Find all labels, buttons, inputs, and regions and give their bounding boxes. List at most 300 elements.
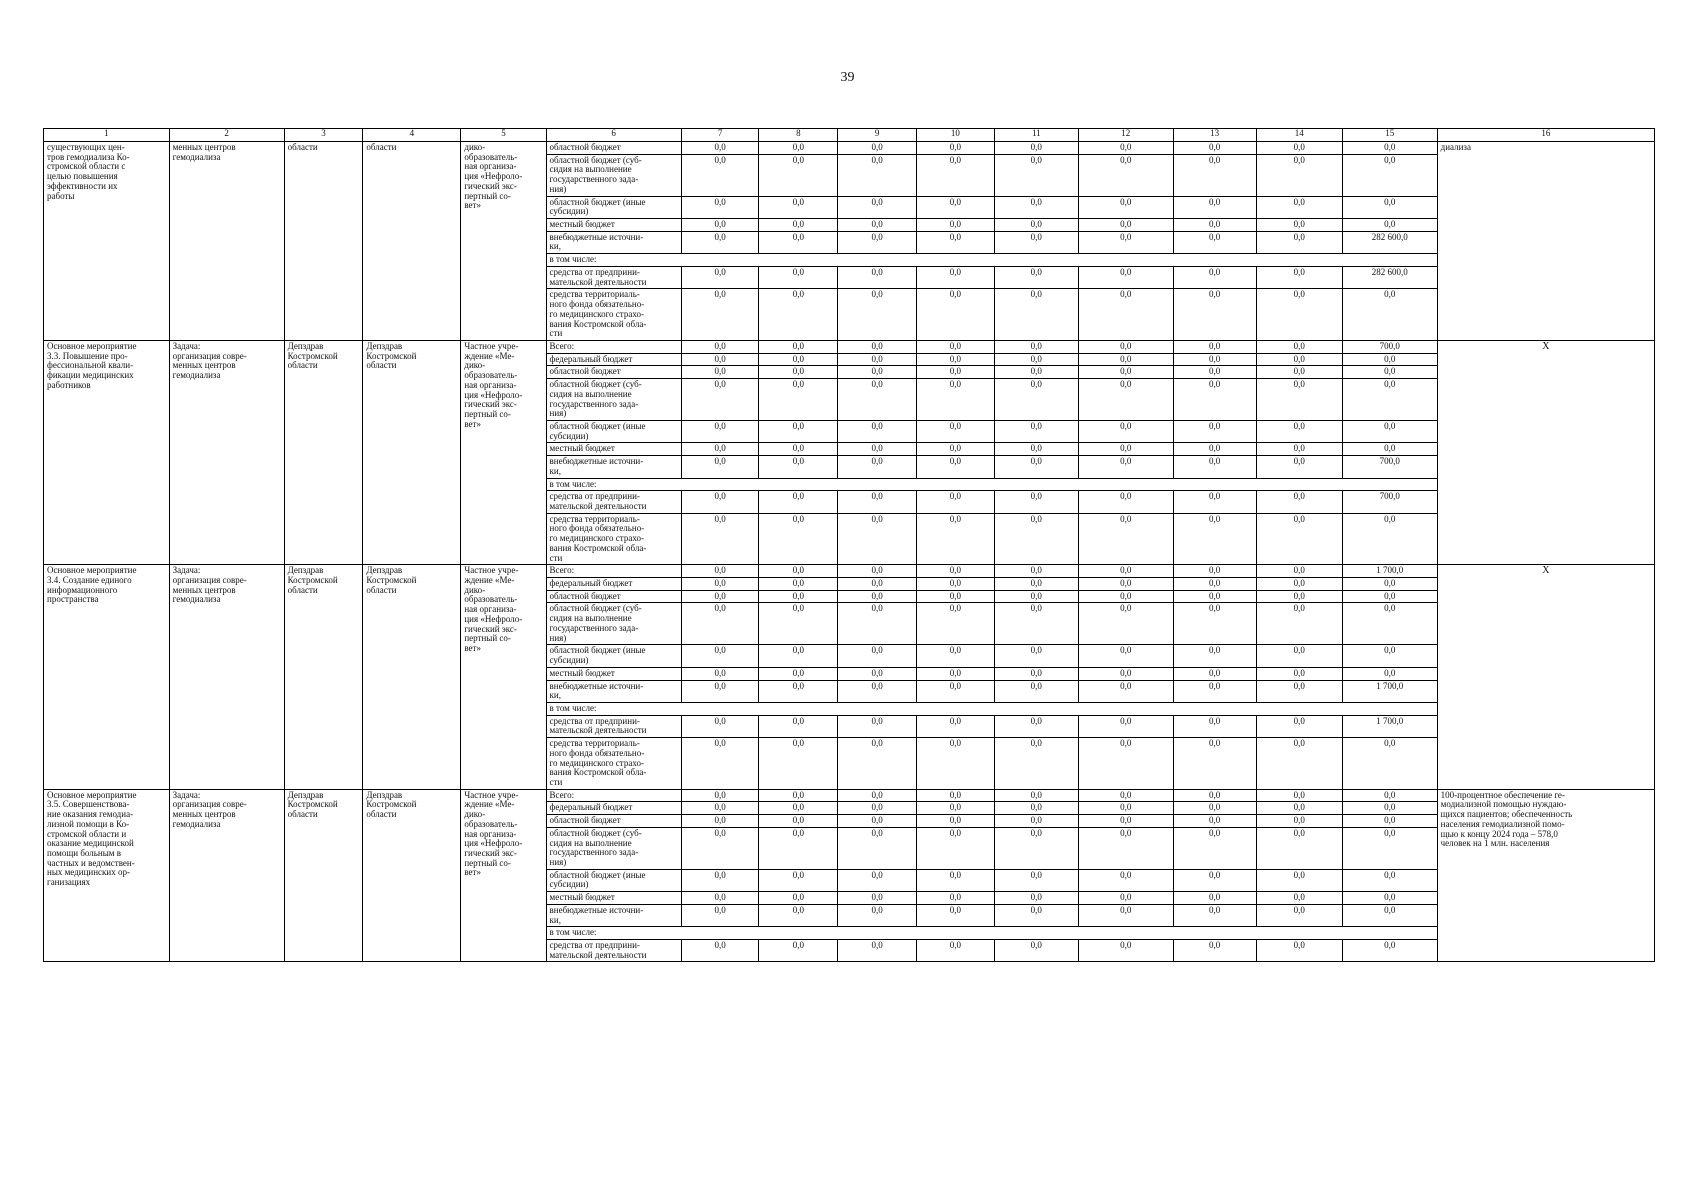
amount-cell: 0,0: [917, 738, 995, 790]
amount-cell: 0,0: [681, 904, 759, 926]
funding-source: средства территориаль- ного фонда обязательно- го медицинского страхо- вания Костромской обла- сти: [546, 738, 681, 790]
column-header: 2: [169, 129, 284, 142]
amount-cell: 0,0: [759, 565, 838, 578]
amount-cell: 0,0: [1173, 827, 1256, 869]
amount-cell: 0,0: [917, 340, 995, 353]
amount-cell: 0,0: [759, 738, 838, 790]
amount-cell: 0,0: [1256, 379, 1342, 421]
amount-cell: 700,0: [1342, 340, 1437, 353]
amount-cell: 282 600,0: [1342, 231, 1437, 253]
amount-cell: 0,0: [759, 827, 838, 869]
amount-cell: 0,0: [917, 715, 995, 737]
section-col4: Депздрав Костромской области: [363, 565, 461, 789]
amount-cell: 0,0: [838, 603, 917, 645]
section-col3: Депздрав Костромской области: [284, 789, 363, 962]
amount-cell: 0,0: [1173, 219, 1256, 232]
amount-cell: 0,0: [917, 231, 995, 253]
column-header: 3: [284, 129, 363, 142]
amount-cell: 0,0: [994, 715, 1078, 737]
amount-cell: 0,0: [1256, 578, 1342, 591]
amount-cell: 0,0: [838, 353, 917, 366]
amount-cell: 0,0: [1342, 892, 1437, 905]
amount-cell: 0,0: [759, 667, 838, 680]
amount-cell: 0,0: [1078, 578, 1173, 591]
amount-cell: 0,0: [917, 892, 995, 905]
column-header: 16: [1437, 129, 1654, 142]
amount-cell: 0,0: [1256, 789, 1342, 802]
amount-cell: 0,0: [838, 456, 917, 478]
amount-cell: 0,0: [1342, 154, 1437, 196]
amount-cell: 0,0: [1342, 802, 1437, 815]
amount-cell: 0,0: [1078, 789, 1173, 802]
amount-cell: 0,0: [1256, 603, 1342, 645]
amount-cell: 0,0: [838, 667, 917, 680]
amount-cell: 0,0: [1078, 443, 1173, 456]
section-col1: Основное мероприятие 3.3. Повышение про- фессиональной квали- фикации медицинских работников: [44, 340, 170, 564]
amount-cell: 0,0: [759, 789, 838, 802]
amount-cell: 0,0: [1173, 667, 1256, 680]
funding-source: внебюджетные источни- ки,: [546, 231, 681, 253]
amount-cell: 0,0: [1078, 892, 1173, 905]
amount-cell: 0,0: [759, 578, 838, 591]
funding-source: в том числе:: [546, 478, 1437, 491]
amount-cell: 0,0: [1078, 738, 1173, 790]
amount-cell: 0,0: [838, 491, 917, 513]
amount-cell: 0,0: [994, 266, 1078, 288]
section-col3: Депздрав Костромской области: [284, 565, 363, 789]
amount-cell: 0,0: [1078, 379, 1173, 421]
funding-source: областной бюджет (суб- сидия на выполнение государственного зада- ния): [546, 154, 681, 196]
amount-cell: 0,0: [1173, 443, 1256, 456]
section-col4: области: [363, 142, 461, 341]
amount-cell: 0,0: [1173, 738, 1256, 790]
amount-cell: 0,0: [759, 366, 838, 379]
amount-cell: 0,0: [917, 869, 995, 891]
funding-source: Всего:: [546, 340, 681, 353]
amount-cell: 0,0: [994, 379, 1078, 421]
amount-cell: 0,0: [1173, 603, 1256, 645]
amount-cell: 0,0: [917, 815, 995, 828]
amount-cell: 0,0: [838, 904, 917, 926]
amount-cell: 0,0: [994, 827, 1078, 869]
amount-cell: 0,0: [759, 340, 838, 353]
amount-cell: 0,0: [759, 154, 838, 196]
funding-source: внебюджетные источни- ки,: [546, 904, 681, 926]
amount-cell: 0,0: [1342, 904, 1437, 926]
amount-cell: 0,0: [681, 231, 759, 253]
amount-cell: 0,0: [994, 142, 1078, 155]
funding-source: областной бюджет (суб- сидия на выполнение государственного зада- ния): [546, 603, 681, 645]
amount-cell: 0,0: [994, 789, 1078, 802]
amount-cell: 1 700,0: [1342, 565, 1437, 578]
amount-cell: 0,0: [681, 340, 759, 353]
amount-cell: 0,0: [1173, 154, 1256, 196]
amount-cell: 0,0: [917, 940, 995, 962]
funding-source: местный бюджет: [546, 219, 681, 232]
amount-cell: 0,0: [1256, 645, 1342, 667]
amount-cell: 0,0: [681, 680, 759, 702]
amount-cell: 0,0: [1078, 420, 1173, 442]
amount-cell: 0,0: [681, 827, 759, 869]
amount-cell: 0,0: [1256, 667, 1342, 680]
amount-cell: 0,0: [917, 513, 995, 565]
amount-cell: 0,0: [1173, 289, 1256, 341]
column-header: 4: [363, 129, 461, 142]
amount-cell: 0,0: [994, 680, 1078, 702]
amount-cell: 0,0: [1078, 715, 1173, 737]
amount-cell: 0,0: [1173, 456, 1256, 478]
amount-cell: 0,0: [1078, 904, 1173, 926]
amount-cell: 0,0: [1256, 815, 1342, 828]
amount-cell: 0,0: [838, 827, 917, 869]
amount-cell: 0,0: [917, 667, 995, 680]
amount-cell: 0,0: [994, 456, 1078, 478]
amount-cell: 0,0: [917, 680, 995, 702]
amount-cell: 0,0: [1173, 231, 1256, 253]
section-result: диализа: [1437, 142, 1654, 341]
amount-cell: 0,0: [1078, 603, 1173, 645]
column-header: 7: [681, 129, 759, 142]
amount-cell: 0,0: [917, 904, 995, 926]
section-col5: дико- образователь- ная организа- ция «Нефроло- гический экс- пертный со- вет»: [461, 142, 546, 341]
section-col3: Депздрав Костромской области: [284, 340, 363, 564]
amount-cell: 0,0: [759, 603, 838, 645]
funding-source: областной бюджет (иные субсидии): [546, 420, 681, 442]
amount-cell: 0,0: [681, 578, 759, 591]
funding-source: внебюджетные источни- ки,: [546, 456, 681, 478]
amount-cell: 0,0: [681, 645, 759, 667]
amount-cell: 0,0: [994, 578, 1078, 591]
amount-cell: 0,0: [681, 667, 759, 680]
amount-cell: 0,0: [681, 892, 759, 905]
amount-cell: 0,0: [759, 456, 838, 478]
amount-cell: 0,0: [1342, 142, 1437, 155]
column-header: 1: [44, 129, 170, 142]
funding-source: средства территориаль- ного фонда обязательно- го медицинского страхо- вания Костромской обла- сти: [546, 289, 681, 341]
amount-cell: 0,0: [838, 231, 917, 253]
funding-source: областной бюджет (иные субсидии): [546, 645, 681, 667]
amount-cell: 0,0: [1256, 590, 1342, 603]
amount-cell: 0,0: [838, 578, 917, 591]
amount-cell: 0,0: [1078, 340, 1173, 353]
funding-source: средства от предприни- мательской деятельности: [546, 940, 681, 962]
amount-cell: 0,0: [1256, 231, 1342, 253]
amount-cell: 0,0: [1173, 266, 1256, 288]
amount-cell: 1 700,0: [1342, 680, 1437, 702]
amount-cell: 0,0: [994, 443, 1078, 456]
amount-cell: 0,0: [917, 456, 995, 478]
amount-cell: 0,0: [994, 815, 1078, 828]
amount-cell: 0,0: [1078, 869, 1173, 891]
amount-cell: 0,0: [1256, 565, 1342, 578]
section-col5: Частное учре- ждение «Ме- дико- образователь- ная организа- ция «Нефроло- гический экс- пертный со- вет»: [461, 565, 546, 789]
amount-cell: 0,0: [1078, 196, 1173, 218]
amount-cell: 0,0: [1256, 366, 1342, 379]
amount-cell: 0,0: [1173, 578, 1256, 591]
amount-cell: 0,0: [759, 892, 838, 905]
amount-cell: 700,0: [1342, 456, 1437, 478]
amount-cell: 0,0: [917, 443, 995, 456]
column-header: 11: [994, 129, 1078, 142]
amount-cell: 0,0: [1173, 904, 1256, 926]
section-result: Х: [1437, 340, 1654, 564]
amount-cell: 0,0: [838, 289, 917, 341]
amount-cell: 0,0: [838, 196, 917, 218]
amount-cell: 0,0: [994, 802, 1078, 815]
amount-cell: 0,0: [1173, 815, 1256, 828]
section-col3: области: [284, 142, 363, 341]
amount-cell: 0,0: [994, 353, 1078, 366]
funding-source: областной бюджет (иные субсидии): [546, 869, 681, 891]
amount-cell: 0,0: [759, 645, 838, 667]
funding-source: областной бюджет: [546, 815, 681, 828]
amount-cell: 0,0: [1256, 827, 1342, 869]
amount-cell: 0,0: [681, 815, 759, 828]
funding-source: областной бюджет: [546, 142, 681, 155]
funding-source: средства от предприни- мательской деятельности: [546, 715, 681, 737]
amount-cell: 0,0: [759, 869, 838, 891]
amount-cell: 0,0: [681, 443, 759, 456]
column-header: 6: [546, 129, 681, 142]
amount-cell: 0,0: [1078, 366, 1173, 379]
amount-cell: 0,0: [994, 892, 1078, 905]
amount-cell: 0,0: [994, 231, 1078, 253]
amount-cell: 0,0: [1342, 289, 1437, 341]
amount-cell: 0,0: [1256, 680, 1342, 702]
amount-cell: 0,0: [1342, 940, 1437, 962]
amount-cell: 0,0: [681, 802, 759, 815]
amount-cell: 0,0: [1173, 513, 1256, 565]
amount-cell: 0,0: [1256, 443, 1342, 456]
amount-cell: 0,0: [759, 196, 838, 218]
column-header: 13: [1173, 129, 1256, 142]
amount-cell: 0,0: [759, 715, 838, 737]
amount-cell: 0,0: [1173, 366, 1256, 379]
amount-cell: 0,0: [1173, 892, 1256, 905]
amount-cell: 0,0: [994, 940, 1078, 962]
funding-source: областной бюджет: [546, 590, 681, 603]
amount-cell: 0,0: [994, 340, 1078, 353]
amount-cell: 0,0: [681, 196, 759, 218]
amount-cell: 0,0: [1342, 443, 1437, 456]
amount-cell: 0,0: [917, 154, 995, 196]
amount-cell: 0,0: [1256, 340, 1342, 353]
amount-cell: 0,0: [1078, 456, 1173, 478]
amount-cell: 0,0: [759, 443, 838, 456]
amount-cell: 0,0: [917, 603, 995, 645]
amount-cell: 0,0: [1078, 491, 1173, 513]
column-header: 5: [461, 129, 546, 142]
amount-cell: 0,0: [917, 142, 995, 155]
table-row: [44, 565, 1655, 578]
amount-cell: 0,0: [1256, 738, 1342, 790]
column-header: 12: [1078, 129, 1173, 142]
funding-source: средства от предприни- мательской деятельности: [546, 491, 681, 513]
amount-cell: 0,0: [994, 289, 1078, 341]
amount-cell: 0,0: [1256, 142, 1342, 155]
amount-cell: 0,0: [1173, 142, 1256, 155]
amount-cell: 0,0: [1342, 827, 1437, 869]
funding-source: внебюджетные источни- ки,: [546, 680, 681, 702]
amount-cell: 0,0: [1078, 266, 1173, 288]
amount-cell: 0,0: [1078, 680, 1173, 702]
table-body: [44, 142, 1655, 962]
funding-source: средства от предприни- мательской деятельности: [546, 266, 681, 288]
amount-cell: 0,0: [1173, 420, 1256, 442]
amount-cell: 0,0: [1173, 353, 1256, 366]
amount-cell: 0,0: [838, 142, 917, 155]
amount-cell: 0,0: [994, 366, 1078, 379]
funding-source: в том числе:: [546, 927, 1437, 940]
section-col1: Основное мероприятие 3.4. Создание единого информационного пространства: [44, 565, 170, 789]
funding-source: местный бюджет: [546, 667, 681, 680]
amount-cell: 0,0: [1078, 940, 1173, 962]
section-col5: Частное учре- ждение «Ме- дико- образователь- ная организа- ция «Нефроло- гический экс- пертный со- вет»: [461, 789, 546, 962]
amount-cell: 0,0: [1078, 289, 1173, 341]
amount-cell: 0,0: [1078, 815, 1173, 828]
amount-cell: 0,0: [994, 420, 1078, 442]
amount-cell: 0,0: [1342, 590, 1437, 603]
amount-cell: 0,0: [1173, 379, 1256, 421]
amount-cell: 0,0: [994, 667, 1078, 680]
amount-cell: 0,0: [1173, 590, 1256, 603]
amount-cell: 0,0: [1342, 738, 1437, 790]
amount-cell: 0,0: [994, 565, 1078, 578]
funding-source: областной бюджет (суб- сидия на выполнение государственного зада- ния): [546, 379, 681, 421]
amount-cell: 0,0: [838, 565, 917, 578]
amount-cell: 0,0: [681, 590, 759, 603]
amount-cell: 0,0: [759, 231, 838, 253]
column-header: 10: [917, 129, 995, 142]
amount-cell: 0,0: [838, 420, 917, 442]
amount-cell: 0,0: [838, 815, 917, 828]
amount-cell: 0,0: [1256, 513, 1342, 565]
section-col1: Основное мероприятие 3.5. Совершенствова- ние оказания гемодиа- лизной помощи в Ко- стромской области и оказание медицинской помощи больным в частных и ведомствен- ных медицинских ор- ганизациях: [44, 789, 170, 962]
amount-cell: 0,0: [917, 789, 995, 802]
amount-cell: 0,0: [917, 219, 995, 232]
amount-cell: 0,0: [1256, 196, 1342, 218]
amount-cell: 0,0: [994, 154, 1078, 196]
amount-cell: 0,0: [838, 738, 917, 790]
section-result: Х: [1437, 565, 1654, 789]
amount-cell: 0,0: [838, 513, 917, 565]
amount-cell: 0,0: [759, 513, 838, 565]
amount-cell: 0,0: [1078, 231, 1173, 253]
amount-cell: 0,0: [1078, 802, 1173, 815]
header-row: [44, 129, 1655, 142]
amount-cell: 0,0: [917, 289, 995, 341]
amount-cell: 0,0: [1342, 645, 1437, 667]
funding-source: федеральный бюджет: [546, 353, 681, 366]
column-header: 15: [1342, 129, 1437, 142]
amount-cell: 0,0: [1256, 869, 1342, 891]
amount-cell: 0,0: [681, 379, 759, 421]
amount-cell: 0,0: [838, 366, 917, 379]
amount-cell: 0,0: [1342, 379, 1437, 421]
amount-cell: 0,0: [1342, 869, 1437, 891]
amount-cell: 0,0: [681, 565, 759, 578]
amount-cell: 0,0: [1342, 366, 1437, 379]
amount-cell: 0,0: [838, 340, 917, 353]
amount-cell: 0,0: [1256, 353, 1342, 366]
amount-cell: 0,0: [994, 869, 1078, 891]
amount-cell: 0,0: [838, 219, 917, 232]
amount-cell: 0,0: [759, 904, 838, 926]
amount-cell: 0,0: [838, 715, 917, 737]
amount-cell: 0,0: [1342, 789, 1437, 802]
amount-cell: 0,0: [759, 940, 838, 962]
amount-cell: 0,0: [994, 904, 1078, 926]
amount-cell: 0,0: [681, 603, 759, 645]
amount-cell: 0,0: [1256, 802, 1342, 815]
amount-cell: 0,0: [1256, 940, 1342, 962]
table-row: [44, 789, 1655, 802]
amount-cell: 0,0: [1256, 715, 1342, 737]
amount-cell: 0,0: [1256, 491, 1342, 513]
amount-cell: 0,0: [681, 456, 759, 478]
section-col4: Депздрав Костромской области: [363, 340, 461, 564]
section-result: 100-процентное обеспечение ге- модиализной помощью нуждаю- щихся пациентов; обеспеченность населения гемодиализной помо- щью к концу 2024 года – 578,0 человек на 1 млн. населения: [1437, 789, 1654, 962]
amount-cell: 0,0: [759, 680, 838, 702]
amount-cell: 0,0: [1256, 904, 1342, 926]
amount-cell: 0,0: [681, 420, 759, 442]
amount-cell: 0,0: [917, 827, 995, 869]
table-row: [44, 340, 1655, 353]
amount-cell: 0,0: [759, 289, 838, 341]
amount-cell: 0,0: [1256, 420, 1342, 442]
section-col5: Частное учре- ждение «Ме- дико- образователь- ная организа- ция «Нефроло- гический экс- пертный со- вет»: [461, 340, 546, 564]
amount-cell: 0,0: [1078, 142, 1173, 155]
amount-cell: 0,0: [1173, 196, 1256, 218]
amount-cell: 0,0: [1173, 715, 1256, 737]
amount-cell: 0,0: [917, 491, 995, 513]
amount-cell: 0,0: [838, 590, 917, 603]
funding-source: Всего:: [546, 789, 681, 802]
amount-cell: 0,0: [681, 353, 759, 366]
section-col2: Задача: организация совре- менных центров гемодиализа: [169, 789, 284, 962]
amount-cell: 0,0: [681, 869, 759, 891]
amount-cell: 0,0: [1078, 219, 1173, 232]
amount-cell: 282 600,0: [1342, 266, 1437, 288]
amount-cell: 0,0: [917, 353, 995, 366]
amount-cell: 700,0: [1342, 491, 1437, 513]
amount-cell: 0,0: [1173, 645, 1256, 667]
amount-cell: 0,0: [681, 266, 759, 288]
amount-cell: 0,0: [1342, 603, 1437, 645]
amount-cell: 0,0: [838, 892, 917, 905]
amount-cell: 0,0: [917, 420, 995, 442]
funding-source: местный бюджет: [546, 443, 681, 456]
amount-cell: 0,0: [1173, 565, 1256, 578]
amount-cell: 0,0: [917, 802, 995, 815]
amount-cell: 0,0: [1342, 667, 1437, 680]
funding-table: [43, 128, 1655, 962]
amount-cell: 0,0: [759, 379, 838, 421]
amount-cell: 0,0: [681, 513, 759, 565]
amount-cell: 0,0: [838, 379, 917, 421]
amount-cell: 0,0: [917, 196, 995, 218]
amount-cell: 0,0: [1078, 827, 1173, 869]
amount-cell: 0,0: [759, 491, 838, 513]
funding-source: в том числе:: [546, 254, 1437, 267]
amount-cell: 0,0: [994, 491, 1078, 513]
amount-cell: 0,0: [994, 603, 1078, 645]
amount-cell: 0,0: [1078, 513, 1173, 565]
amount-cell: 0,0: [1078, 590, 1173, 603]
funding-source: областной бюджет (суб- сидия на выполнение государственного зада- ния): [546, 827, 681, 869]
amount-cell: 0,0: [838, 680, 917, 702]
amount-cell: 0,0: [681, 738, 759, 790]
